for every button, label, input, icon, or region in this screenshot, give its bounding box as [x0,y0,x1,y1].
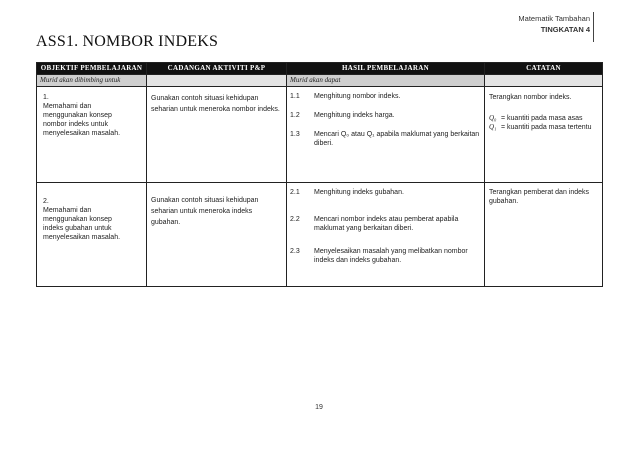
cell-hasil [287,183,485,287]
outcome-item [290,247,480,265]
activity-text: Gunakan contoh situasi kehidupan seharian untuk meneroka indeks gubahan. [151,197,259,226]
objective-text: Memahami dan menggunakan konsep indeks gubahan untuk menyelesaikan masalah. [43,207,121,241]
activity-text: Gunakan contoh situasi kehidupan seharian untuk meneroka nombor indeks. [151,95,280,113]
outcome-number: 2.3 [290,248,300,255]
subheader-row [37,75,603,87]
outcome-number: 1.3 [290,131,300,138]
outcome-item [290,130,480,148]
table-row [37,87,603,183]
col-header-catatan: CATATAN [485,63,603,75]
note-text: Terangkan pemberat dan indeks gubahan. [489,189,590,205]
note-definition [489,123,598,132]
table-row [37,183,603,287]
subheader-hasil: Murid akan dapat [287,75,485,87]
q0-definition: = kuantiti pada masa asas [501,115,583,122]
header-divider [593,12,594,42]
running-header [518,13,590,35]
cell-hasil [287,87,485,183]
outcome-number: 2.1 [290,189,300,196]
cell-aktiviti [147,87,287,183]
outcome-number: 1.1 [290,93,300,100]
subheader-objektif: Murid akan dibimbing untuk [37,75,147,87]
cell-catatan [485,87,603,183]
objective-number: 1. [43,94,49,101]
outcome-text: Mencari Q₀ atau Q₁ apabila maklumat yang berkaitan diberi. [314,131,480,147]
subheader-aktiviti [147,75,287,87]
outcome-number: 1.2 [290,112,300,119]
outcome-text: Menghitung indeks gubahan. [314,189,404,196]
note-definition [489,114,598,123]
column-header-row [37,63,603,75]
col-header-objektif: OBJEKTIF PEMBELAJARAN [37,63,147,75]
outcome-text: Menyelesaikan masalah yang melibatkan nombor indeks dan indeks gubahan. [314,248,468,264]
q0-symbol: Q₀ [489,114,497,122]
outcome-item [290,92,480,101]
objective-number: 2. [43,198,49,205]
cell-catatan [485,183,603,287]
subject-label: Matematik Tambahan [518,14,590,23]
q1-symbol: Q₁ [489,123,497,131]
cell-objektif [37,87,147,183]
outcome-item [290,215,480,233]
objective-text: Memahami dan menggunakan konsep nombor indeks untuk menyelesaikan masalah. [43,103,121,137]
outcome-text: Mencari nombor indeks atau pemberat apabila maklumat yang berkaitan diberi. [314,216,459,232]
cell-aktiviti [147,183,287,287]
outcome-number: 2.2 [290,216,300,223]
outcome-text: Menghitung indeks harga. [314,112,395,119]
outcome-item [290,111,480,120]
page-title: ASS1. NOMBOR INDEKS [36,33,219,50]
col-header-aktiviti: CADANGAN AKTIVITI P&P [147,63,287,75]
level-label: TINGKATAN 4 [540,25,590,34]
page-number: 19 [315,404,323,411]
q1-definition: = kuantiti pada masa tertentu [501,124,592,131]
subheader-catatan [485,75,603,87]
cell-objektif [37,183,147,287]
outcome-item [290,188,480,197]
syllabus-table [36,62,603,287]
note-text: Terangkan nombor indeks. [489,94,572,101]
col-header-hasil: HASIL PEMBELAJARAN [287,63,485,75]
outcome-text: Menghitung nombor indeks. [314,93,401,100]
